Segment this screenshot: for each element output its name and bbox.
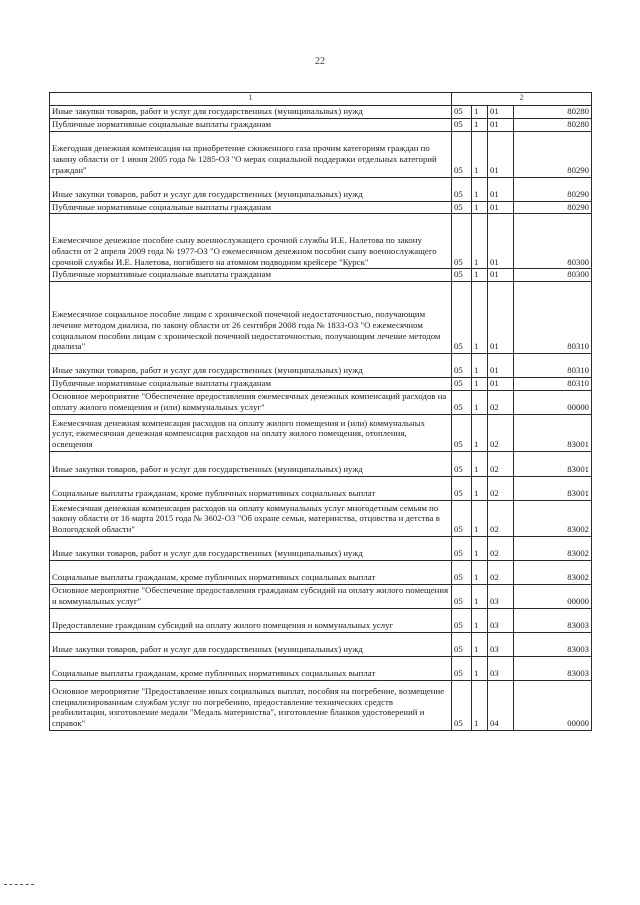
row-subprogram-code: 01 bbox=[488, 354, 514, 378]
row-program-code: 1 bbox=[472, 378, 488, 391]
header-column-1: 1 bbox=[50, 93, 452, 106]
row-subprogram-code: 03 bbox=[488, 656, 514, 680]
row-program-code: 1 bbox=[472, 608, 488, 632]
table-row bbox=[50, 476, 592, 500]
table-row bbox=[50, 201, 592, 214]
row-program-code: 1 bbox=[472, 214, 488, 269]
footer-scan-mark bbox=[4, 884, 34, 886]
table-row bbox=[50, 680, 592, 730]
row-subprogram-code: 02 bbox=[488, 500, 514, 536]
row-program-code: 1 bbox=[472, 354, 488, 378]
table-row bbox=[50, 118, 592, 131]
row-program-code: 1 bbox=[472, 177, 488, 201]
budget-table bbox=[49, 92, 592, 731]
row-subprogram-code: 01 bbox=[488, 269, 514, 282]
row-program-code: 1 bbox=[472, 390, 488, 414]
row-program-code: 1 bbox=[472, 269, 488, 282]
row-section-code: 05 bbox=[452, 214, 472, 269]
row-subprogram-code: 02 bbox=[488, 536, 514, 560]
row-subprogram-code: 01 bbox=[488, 378, 514, 391]
row-program-code: 1 bbox=[472, 105, 488, 118]
row-name: Предоставление гражданам субсидий на оплату жилого помещения и коммунальных услуг bbox=[50, 608, 452, 632]
row-program-code: 1 bbox=[472, 476, 488, 500]
row-name: Публичные нормативные социальные выплаты гражданам bbox=[50, 378, 452, 391]
row-name: Ежегодная денежная компенсация на приобретение сжиженного газа прочим категориям граждан по закону области от 1 июня 2005 года № 1285-ОЗ "О мерах социальной поддержки отдельных категорий граждан" bbox=[50, 131, 452, 177]
row-subprogram-code: 02 bbox=[488, 560, 514, 584]
row-target-code: 80290 bbox=[514, 177, 592, 201]
row-program-code: 1 bbox=[472, 560, 488, 584]
table-row bbox=[50, 214, 592, 269]
row-target-code: 00000 bbox=[514, 390, 592, 414]
row-section-code: 05 bbox=[452, 269, 472, 282]
row-name: Ежемесячное денежное пособие сыну военнослужащего срочной службы И.Е. Налетова по закону области от 2 апреля 2009 года № 1977-ОЗ "О ежемесячном денежном пособии сыну военнослужащего срочной службы И.Е. Налетова, погибшего на атомном подводном крейсере "Курск" bbox=[50, 214, 452, 269]
row-section-code: 05 bbox=[452, 680, 472, 730]
row-section-code: 05 bbox=[452, 282, 472, 354]
row-subprogram-code: 02 bbox=[488, 414, 514, 451]
row-target-code: 83001 bbox=[514, 476, 592, 500]
row-target-code: 80280 bbox=[514, 118, 592, 131]
row-program-code: 1 bbox=[472, 632, 488, 656]
table-row bbox=[50, 282, 592, 354]
row-program-code: 1 bbox=[472, 656, 488, 680]
row-name: Публичные нормативные социальные выплаты гражданам bbox=[50, 118, 452, 131]
table-row bbox=[50, 584, 592, 608]
row-target-code: 80300 bbox=[514, 269, 592, 282]
row-name: Основное мероприятие "Обеспечение предоставления гражданам субсидий на оплату жилого помещения и коммунальных услуг" bbox=[50, 584, 452, 608]
row-subprogram-code: 01 bbox=[488, 131, 514, 177]
row-program-code: 1 bbox=[472, 201, 488, 214]
row-subprogram-code: 01 bbox=[488, 201, 514, 214]
table-row bbox=[50, 269, 592, 282]
row-subprogram-code: 01 bbox=[488, 214, 514, 269]
row-target-code: 83002 bbox=[514, 560, 592, 584]
row-program-code: 1 bbox=[472, 282, 488, 354]
row-name: Иные закупки товаров, работ и услуг для государственных (муниципальных) нужд bbox=[50, 451, 452, 476]
row-name: Иные закупки товаров, работ и услуг для государственных (муниципальных) нужд bbox=[50, 354, 452, 378]
table-row bbox=[50, 536, 592, 560]
row-section-code: 05 bbox=[452, 201, 472, 214]
table-row bbox=[50, 378, 592, 391]
row-target-code: 83002 bbox=[514, 500, 592, 536]
row-target-code: 83003 bbox=[514, 608, 592, 632]
row-subprogram-code: 03 bbox=[488, 608, 514, 632]
row-target-code: 80290 bbox=[514, 201, 592, 214]
row-target-code: 00000 bbox=[514, 680, 592, 730]
row-program-code: 1 bbox=[472, 536, 488, 560]
row-target-code: 00000 bbox=[514, 584, 592, 608]
row-section-code: 05 bbox=[452, 378, 472, 391]
row-subprogram-code: 03 bbox=[488, 632, 514, 656]
row-program-code: 1 bbox=[472, 584, 488, 608]
table-row bbox=[50, 500, 592, 536]
table-row bbox=[50, 632, 592, 656]
row-target-code: 80290 bbox=[514, 131, 592, 177]
row-target-code: 83001 bbox=[514, 414, 592, 451]
table-header-row bbox=[50, 93, 592, 106]
row-program-code: 1 bbox=[472, 500, 488, 536]
row-program-code: 1 bbox=[472, 118, 488, 131]
table-row bbox=[50, 131, 592, 177]
row-subprogram-code: 03 bbox=[488, 584, 514, 608]
row-target-code: 80310 bbox=[514, 282, 592, 354]
page-number: 22 bbox=[315, 56, 325, 67]
table-row bbox=[50, 354, 592, 378]
row-name: Основное мероприятие "Предоставление иных социальных выплат, пособия на погребение, возмещение специализированным службам услуг по погребению, предоставление технических средств реабилитации, изготовление медали "Медаль материнства", изготовление бланков удостоверений и справок" bbox=[50, 680, 452, 730]
row-section-code: 05 bbox=[452, 476, 472, 500]
row-section-code: 05 bbox=[452, 451, 472, 476]
row-subprogram-code: 02 bbox=[488, 451, 514, 476]
row-subprogram-code: 02 bbox=[488, 390, 514, 414]
row-target-code: 83002 bbox=[514, 536, 592, 560]
row-section-code: 05 bbox=[452, 560, 472, 584]
row-name: Ежемесячная денежная компенсация расходов на оплату жилого помещения и (или) коммунальных услуг, ежемесячная денежная компенсация расходов на оплату жилого помещения, отопления, освещения bbox=[50, 414, 452, 451]
table-row bbox=[50, 177, 592, 201]
row-subprogram-code: 02 bbox=[488, 476, 514, 500]
row-section-code: 05 bbox=[452, 656, 472, 680]
table-row bbox=[50, 656, 592, 680]
row-section-code: 05 bbox=[452, 632, 472, 656]
row-name: Основное мероприятие "Обеспечение предоставления ежемесячных денежных компенсаций расходов на оплату жилого помещения и (или) коммунальных услуг" bbox=[50, 390, 452, 414]
row-name: Публичные нормативные социальные выплаты гражданам bbox=[50, 201, 452, 214]
row-section-code: 05 bbox=[452, 131, 472, 177]
row-name: Публичные нормативные социальные выплаты гражданам bbox=[50, 269, 452, 282]
row-name: Социальные выплаты гражданам, кроме публичных нормативных социальных выплат bbox=[50, 656, 452, 680]
table-row bbox=[50, 105, 592, 118]
row-name: Социальные выплаты гражданам, кроме публичных нормативных социальных выплат bbox=[50, 560, 452, 584]
table-row bbox=[50, 560, 592, 584]
row-section-code: 05 bbox=[452, 105, 472, 118]
row-section-code: 05 bbox=[452, 536, 472, 560]
row-section-code: 05 bbox=[452, 500, 472, 536]
row-program-code: 1 bbox=[472, 451, 488, 476]
row-section-code: 05 bbox=[452, 584, 472, 608]
row-program-code: 1 bbox=[472, 131, 488, 177]
row-name: Иные закупки товаров, работ и услуг для государственных (муниципальных) нужд bbox=[50, 105, 452, 118]
table-row bbox=[50, 451, 592, 476]
row-section-code: 05 bbox=[452, 354, 472, 378]
row-section-code: 05 bbox=[452, 414, 472, 451]
row-target-code: 80300 bbox=[514, 214, 592, 269]
row-subprogram-code: 01 bbox=[488, 118, 514, 131]
row-name: Иные закупки товаров, работ и услуг для государственных (муниципальных) нужд bbox=[50, 177, 452, 201]
row-name: Иные закупки товаров, работ и услуг для государственных (муниципальных) нужд bbox=[50, 536, 452, 560]
row-subprogram-code: 01 bbox=[488, 282, 514, 354]
row-target-code: 80280 bbox=[514, 105, 592, 118]
table-row bbox=[50, 414, 592, 451]
row-target-code: 83003 bbox=[514, 656, 592, 680]
row-section-code: 05 bbox=[452, 608, 472, 632]
row-target-code: 83001 bbox=[514, 451, 592, 476]
row-subprogram-code: 01 bbox=[488, 105, 514, 118]
row-target-code: 80310 bbox=[514, 378, 592, 391]
row-section-code: 05 bbox=[452, 118, 472, 131]
table-row bbox=[50, 608, 592, 632]
header-column-2: 2 bbox=[452, 93, 592, 106]
row-section-code: 05 bbox=[452, 390, 472, 414]
row-name: Социальные выплаты гражданам, кроме публичных нормативных социальных выплат bbox=[50, 476, 452, 500]
row-name: Ежемесячная денежная компенсация расходов на оплату коммунальных услуг многодетным семьям по закону области от 16 марта 2015 года № 3602-ОЗ "Об охране семьи, материнства, отцовства и детства в Вологодской области" bbox=[50, 500, 452, 536]
row-subprogram-code: 01 bbox=[488, 177, 514, 201]
row-name: Иные закупки товаров, работ и услуг для государственных (муниципальных) нужд bbox=[50, 632, 452, 656]
row-program-code: 1 bbox=[472, 680, 488, 730]
row-section-code: 05 bbox=[452, 177, 472, 201]
row-subprogram-code: 04 bbox=[488, 680, 514, 730]
row-target-code: 80310 bbox=[514, 354, 592, 378]
row-name: Ежемесячное социальное пособие лицам с хронической почечной недостаточностью, получающим лечение методом диализа, по закону области от 26 сентября 2008 года № 1833-ОЗ "О ежемесячном социальном пособии лицам с хронической почечной недостаточностью, получающим лечение методом диализа" bbox=[50, 282, 452, 354]
row-target-code: 83003 bbox=[514, 632, 592, 656]
row-program-code: 1 bbox=[472, 414, 488, 451]
table-row bbox=[50, 390, 592, 414]
